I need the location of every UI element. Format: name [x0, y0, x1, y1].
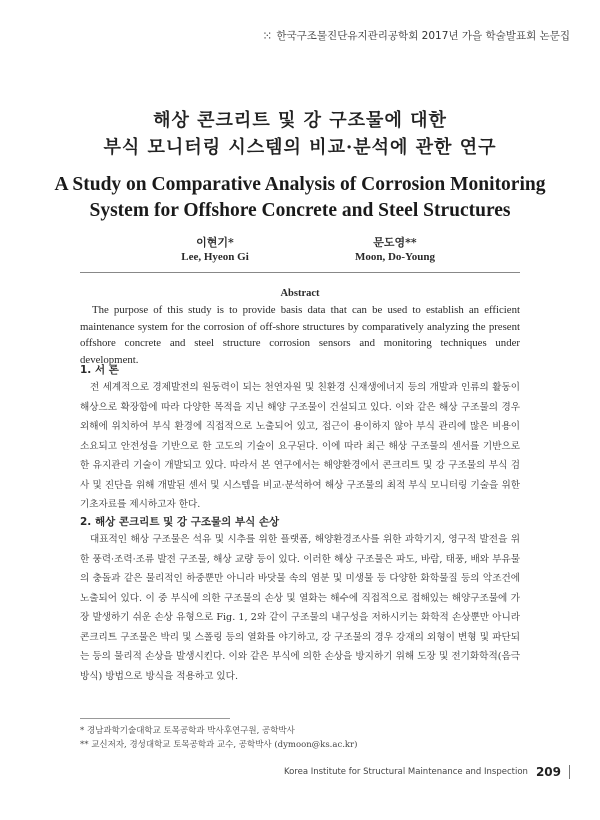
author-2-korean-name: 문도영** — [373, 236, 417, 249]
author-1 — [115, 234, 315, 263]
footnote-1: * 경남과학기술대학교 토목공학과 박사후연구원, 공학박사 — [80, 726, 295, 736]
author-2 — [295, 234, 495, 263]
korean-title-line-2: 부식 모니터링 시스템의 비교·분석에 관한 연구 — [103, 137, 497, 158]
author-2-english-name: Moon, Do-Young — [354, 251, 436, 263]
section-2-text: 대표적인 해상 구조물은 석유 및 시추를 위한 플랫폼, 해양환경조사를 위한 과학기지, 영구적 발전을 위한 풍력·조력·조류 발전 구조물, 해상 교량 등이 있다. 이러한 해상 구조물은 파도, 바람, 태풍, 배와 부유물의 충돌과 같은 물리적인 하중뿐만 아니라 바닷물 속의 염분 및 미생물 등 다양한 화학물질 등의 악조건에 노출되어 있다. 이 중 부식에 의한 구조물의 손상 및 열화는 해수에 직접적으로 접해있는 해양구조물에 가장 발생하기 쉬운 손상 유형으로 Fig. 1, 2와 같이 구조물의 내구성을 저하시키는 화학적 손상뿐만 아니라 콘크리트 구조물은 박리 및 스폴링 등의 열화를 야기하고, 강 구조물의 경우 강재의 외형이 변형 및 파단되는 등의 물리적 손상을 발생시킨다. 이와 같은 부식에 의한 손상을 방지하기 위해 도장 및 전기화학적(음극방식) 방법으로 방식을 적용하고 있다. — [80, 534, 520, 682]
footnote-2: ** 교신저자, 경성대학교 토목공학과 교수, 공학박사 (dymoon@ks.ac.kr) — [80, 740, 358, 750]
running-header-text: 한국구조물진단유지관리공학회 2017년 가을 학술발표회 논문집 — [276, 30, 570, 42]
section-1-heading: 1. 서 론 — [80, 364, 119, 376]
running-header — [262, 28, 570, 43]
footnote-divider — [80, 718, 230, 719]
english-title-line-2: System for Offshore Concrete and Steel Structures — [89, 200, 511, 221]
page-footer — [284, 765, 570, 779]
abstract-heading: Abstract — [280, 288, 320, 299]
dots-grid-icon: ⁙ — [262, 28, 273, 43]
footer-bar — [569, 765, 570, 779]
author-1-korean-name: 이현기* — [196, 236, 234, 249]
english-title-line-1: A Study on Comparative Analysis of Corrosion Monitoring — [54, 174, 546, 195]
abstract-text: The purpose of this study is to provide basis data that can be used to establish an efficient maintenance system for the corrosion of off-shore structures by comparatively analyzing the present offshore concrete and steel structure corrosion sensors and monitoring techniques under development. — [80, 304, 520, 366]
korean-title-line-1: 해상 콘크리트 및 강 구조물에 대한 — [153, 110, 447, 131]
section-1-text: 전 세계적으로 경제발전의 원동력이 되는 천연자원 및 친환경 신재생에너지 등의 개발과 인류의 활동이 해상으로 확장함에 따라 다양한 목적을 지닌 해양 구조물이 건설되고 있다. 이와 같은 해상 구조물의 경우 외해에 위치하여 부식 환경에 직접적으로 노출되어 있고, 접근이 용이하지 않아 부식 관리에 많은 비용이 소요되고 안전성을 기반으로 한 고도의 기술이 요구된다. 이에 따라 최근 해상 구조물의 센서를 기반으로 한 유지관리 기술이 개발되고 있다. 따라서 본 연구에서는 해양환경에서 콘크리트 및 강 구조물의 부식 검사 및 진단을 위해 개발된 센서 및 시스템을 비교·분석하여 해상 구조물의 최적 부식 모니터링 기술을 위한 기초자료를 제시하고자 한다. — [80, 382, 520, 510]
author-divider — [80, 272, 520, 273]
section-2-heading: 2. 해상 콘크리트 및 강 구조물의 부식 손상 — [80, 516, 280, 528]
author-1-english-name: Lee, Hyeon Gi — [181, 251, 249, 263]
page-number: 209 — [535, 765, 561, 779]
footer-institute: Korea Institute for Structural Maintenance and Inspection — [283, 767, 528, 777]
